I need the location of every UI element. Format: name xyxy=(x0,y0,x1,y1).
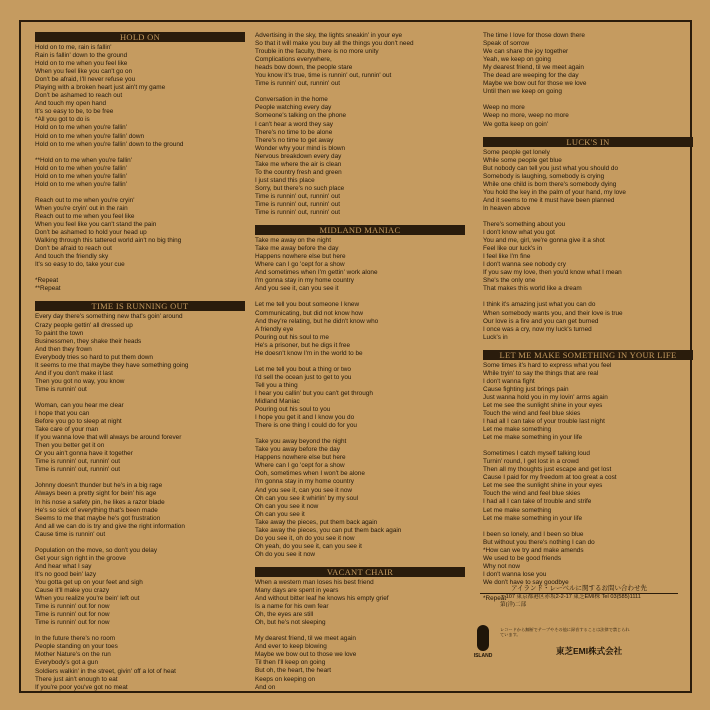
lyric-line: I'd sell the ocean just to get to you xyxy=(255,373,352,381)
lyric-line: And without bitter leaf he knows his empty grief xyxy=(255,595,389,603)
lyric-line: Time is runnin' out, runnin' out xyxy=(35,466,120,474)
lyric-line: Businessmen, they shake their heads xyxy=(35,337,142,345)
lyric-line: Conversation in the home xyxy=(255,96,328,104)
lyric-line: When you feel like you can't go on xyxy=(35,68,133,76)
lyric-line: Some people get lonely xyxy=(483,148,550,156)
lyric-line: We can share the joy together xyxy=(483,48,569,56)
lyric-line: While some people get blue xyxy=(483,156,562,164)
lyric-line: **Repeat xyxy=(35,285,61,293)
lyric-line: I don't wanna lose you xyxy=(483,570,547,578)
lyric-line: I had all I can take of trouble and strife xyxy=(483,498,592,506)
lyric-line: Maybe we bow out to those we love xyxy=(255,651,357,659)
lyric-line: Weep no more, weep no more xyxy=(483,112,569,120)
lyric-line: My dearest friend, til we meet again xyxy=(255,635,356,643)
lyric-line: But without you there's nothing I can do xyxy=(483,538,595,546)
lyric-line: Everybody's got a gun xyxy=(35,659,99,667)
lyric-line xyxy=(35,149,245,157)
lyric-line: To the country fresh and green xyxy=(255,168,342,176)
lyric-line: Oh can you see it xyxy=(255,510,305,518)
lyric-line: And hear what I say xyxy=(35,562,92,570)
lyric-line: Every day there's something new that's goin' around xyxy=(35,313,183,321)
lyric-line: Time is runnin' out, runnin' out xyxy=(255,200,340,208)
column-right xyxy=(483,32,693,603)
lyric-line: You know it's true, time is runnin' out, runnin' out xyxy=(255,72,392,80)
lyric-line: If you wanna love that will always be around forever xyxy=(35,434,182,442)
lyric-line: In his nose a safety pin, he likes a razor blade xyxy=(35,498,165,506)
lyric-line: **Hold on to me when you're fallin' xyxy=(35,156,132,164)
lyric-line: And it seems to me it must have been planned xyxy=(483,196,615,204)
lyrics-hold-on xyxy=(35,44,245,293)
lyric-line: And if you don't make it last xyxy=(35,369,113,377)
lyric-line: And touch the friendly sky xyxy=(35,253,109,261)
lyric-line: Take care of your man xyxy=(35,426,99,434)
lyric-line: I been so lonely, and I been so blue xyxy=(483,530,584,538)
lyric-line: When a western man loses his best friend xyxy=(255,578,374,586)
lyric-line: There's something about you xyxy=(483,220,566,228)
lyric-line: I had all I can take of your trouble last night xyxy=(483,418,605,426)
lyric-line: Til then I'll keep on going xyxy=(255,659,326,667)
lyric-line: Someone's talking on the phone xyxy=(255,112,347,120)
lyric-line: Oh can you see it whirlin' by my soul xyxy=(255,494,359,502)
lyric-line: Time is runnin' out, runnin' out xyxy=(255,80,340,88)
lyric-line: He doesn't know I'm in the world to be xyxy=(255,349,363,357)
lyric-line: If you saw my love, then you'd know what I mean xyxy=(483,269,622,277)
lyric-line xyxy=(483,523,693,531)
lyrics-time-is-running-out xyxy=(35,313,245,691)
lyric-line: She's the only one xyxy=(483,277,536,285)
lyric-line: Tell you a thing xyxy=(255,381,298,389)
lyric-line: Take me where the air is clean xyxy=(255,160,342,168)
lyric-line: Time is runnin' out for now xyxy=(35,611,110,619)
lyric-line: Hold on to me when you're fallin' xyxy=(35,180,127,188)
lyric-line: He's a prisoner, but he digs it free xyxy=(255,341,351,349)
lyric-line: Everybody tries so hard to put them down xyxy=(35,353,153,361)
lyric-line xyxy=(35,189,245,197)
address-line: 〒107 東京都港区赤坂2-2-17 東芝EMI株 Tel 03(585)1111 xyxy=(500,594,641,600)
lyric-line: Let me see the sunlight shine in your eyes xyxy=(483,401,603,409)
lyric-line: If you're poor you've got no meat xyxy=(35,683,128,691)
lyric-line: Rain is fallin' down to the ground xyxy=(35,52,128,60)
lyric-line xyxy=(255,358,465,366)
lyric-line: Take away the pieces, put them back again xyxy=(255,518,378,526)
lyric-line: I don't wanna fight xyxy=(483,377,535,385)
lyric-line: Reach out to me when you feel like xyxy=(35,212,135,220)
lyric-line: And ever to keep blowing xyxy=(255,643,327,651)
lyric-line: Some times it's hard to express what you feel xyxy=(483,361,612,369)
lyric-line: We gotta keep on goin' xyxy=(483,120,549,128)
lyric-line: I don't wanna see nobody cry xyxy=(483,261,566,269)
lyric-line: Don't be afraid to reach out xyxy=(35,245,112,253)
lyric-line: Hold on to me when you're fallin' down xyxy=(35,132,145,140)
lyric-line: And on xyxy=(255,683,276,691)
lyric-line: And all we can do is try and give the right information xyxy=(35,522,185,530)
lyrics-midland-maniac xyxy=(255,237,465,559)
lyric-line: Let me tell you bout someone I knew xyxy=(255,301,360,309)
lyric-line: Let me make something xyxy=(483,506,552,514)
lyric-line: When you're cryin' out in the rain xyxy=(35,204,128,212)
lyric-line: Take me away on the night xyxy=(255,237,332,245)
lyric-line: To paint the town xyxy=(35,329,84,337)
lyric-line: Hold on to me when you're fallin' xyxy=(35,172,127,180)
lyrics-lucks-in xyxy=(483,149,693,342)
lyric-line: Woman, can you hear me clear xyxy=(35,401,124,409)
lyric-line: Walking through this tattered world ain't no big thing xyxy=(35,237,182,245)
lyric-line: Hold on to me when you're fallin' down to the ground xyxy=(35,140,184,148)
lyric-line: Complications everywhere, xyxy=(255,56,332,64)
lyric-line: Hold on to me when you're fallin' xyxy=(35,124,127,132)
song-title-time-is-running-out: TIME IS RUNNING OUT xyxy=(35,301,245,311)
lyric-line: Cause I paid for my freedom at too great a cost xyxy=(483,474,617,482)
lyric-line: And you see it, can you see it now xyxy=(255,486,352,494)
lyric-line: You hold the key in the palm of your hand, my love xyxy=(483,188,626,196)
column-middle xyxy=(255,32,465,692)
lyric-line: Seems to me that maybe he's got frustration xyxy=(35,514,161,522)
lyric-line: Nervous breakdown every day xyxy=(255,152,342,160)
lyric-line: Get your sign right in the groove xyxy=(35,554,126,562)
lyric-line: Feel like our luck's in xyxy=(483,245,543,253)
lyric-line: Why not now xyxy=(483,562,520,570)
lyric-line: Just wanna hold you in my lovin' arms again xyxy=(483,393,608,401)
lyric-line: Happens nowhere else but here xyxy=(255,253,346,261)
lyric-line: In heaven above xyxy=(483,204,531,212)
lyric-line: Yeah, we keep on going xyxy=(483,56,551,64)
lyric-line: I'm gonna stay in my home country xyxy=(255,277,354,285)
lyric-line: Population on the move, so don't you delay xyxy=(35,546,158,554)
lyric-line: Turnin' round, I get lost in a crowd xyxy=(483,458,579,466)
lyric-line: Oh, the eyes are still xyxy=(255,611,314,619)
lyric-line: *How can we try and make amends xyxy=(483,546,584,554)
lyric-line: Reach out to me when you're cryin' xyxy=(35,196,135,204)
department-line: 第(洋)二部 xyxy=(500,601,527,608)
lyric-line: I feel like I'm fine xyxy=(483,253,531,261)
lyric-line: Time is runnin' out for now xyxy=(35,619,110,627)
lyric-line: Maybe we bow out for those we love xyxy=(483,80,587,88)
lyric-line: Where can I go 'cept for a show xyxy=(255,261,345,269)
lyric-line: While tryin' to say the things that are real xyxy=(483,369,599,377)
lyric-line: Hold on to me, rain is fallin' xyxy=(35,44,112,51)
lyric-line xyxy=(483,213,693,221)
lyric-line: Crazy people gettin' all dressed up xyxy=(35,321,133,329)
lyric-line: Before you go to sleep at night xyxy=(35,418,122,426)
lyric-line: Mother Nature's on the run xyxy=(35,651,111,659)
lyric-line: I hope you get it and I know you do xyxy=(255,414,355,422)
lyric-line: Take you away beyond the night xyxy=(255,438,347,446)
lyric-line: Oh do you see it now xyxy=(255,550,316,558)
lyric-line: Speak of sorrow xyxy=(483,40,530,48)
lyric-line: Sometimes I catch myself talking loud xyxy=(483,450,590,458)
lyric-line: There's no time to be alone xyxy=(255,128,333,136)
island-logo-icon xyxy=(477,625,489,651)
lyric-line: I once was a cry, now my luck's turned xyxy=(483,325,592,333)
lyric-line: heads bow down, the people stare xyxy=(255,64,353,72)
copyright-notice: レコードから無断でテープやその他に録音することは法律で禁じられています。 xyxy=(500,627,630,638)
lyric-line: And they're relating, but he didn't know who xyxy=(255,317,379,325)
lyric-line: Communicating, but did not know how xyxy=(255,309,363,317)
lyric-line: Cause it'll make you crazy xyxy=(35,587,110,595)
lyric-line: Cause time is runnin' out xyxy=(35,530,106,538)
lyric-line xyxy=(35,269,245,277)
lyric-line: That makes this world like a dream xyxy=(483,285,582,293)
lyric-line: Keeps on keeping on xyxy=(255,675,316,683)
lyric-line: *Repeat xyxy=(483,595,507,603)
lyric-line: I'm gonna stay in my home country xyxy=(255,478,354,486)
lyric-line: *All you got to do is xyxy=(35,116,90,124)
lyric-line: In the future there's no room xyxy=(35,635,116,643)
lyric-line: It's so easy to be, to be free xyxy=(35,108,114,116)
lyrics-vacant-chair xyxy=(255,579,465,692)
lyric-line: I think it's amazing just what you can do xyxy=(483,301,596,309)
lyric-line: It's so easy to do, take your cue xyxy=(35,261,125,269)
lyric-line: You gotta get up on your feet and sigh xyxy=(35,579,143,586)
lyric-line xyxy=(255,88,465,96)
lyric-line: And touch my open hand xyxy=(35,100,107,108)
lyric-line: Or you ain't gonna have it together xyxy=(35,450,133,458)
lyric-line xyxy=(255,627,465,635)
lyric-line: The dead are weeping for the day xyxy=(483,72,579,80)
lyrics-time-is-running-out-cont xyxy=(255,32,465,217)
lyric-line: Take me away before the day xyxy=(255,245,339,253)
lyric-line: But nobody can tell you just what you should do xyxy=(483,164,619,172)
lyric-line: Pouring out his soul to me xyxy=(255,333,329,341)
lyric-line: My dearest friend, til we meet again xyxy=(483,64,584,72)
lyric-line: Don't be ashamed to reach out xyxy=(35,92,123,100)
lyric-line: There is one thing I could do for you xyxy=(255,422,357,430)
lyric-line: Let me make something in your life xyxy=(483,514,583,522)
lyric-line: Hold on to me when you feel like xyxy=(35,60,128,68)
lyric-line: Time is runnin' out xyxy=(35,385,87,393)
lyric-line: Our love is a fire and you can get burned xyxy=(483,317,599,325)
song-title-lucks-in: LUCK'S IN xyxy=(483,137,693,147)
lyric-line: People watching every day xyxy=(255,104,332,112)
lyric-line: I hope that you can xyxy=(35,410,90,418)
lyric-line: Trouble in the faculty, there is no more unity xyxy=(255,48,379,56)
lyric-line xyxy=(255,430,465,438)
lyrics-vacant-chair-cont xyxy=(483,32,693,129)
lyric-line: Until then we keep on going xyxy=(483,88,562,96)
lyric-line: Time is runnin' out, runnin' out xyxy=(255,192,340,200)
inquiry-header: アイランド・レーベルに関するお問い合わせ先 xyxy=(480,583,678,594)
lyric-line: Take away the pieces, you can put them back again xyxy=(255,526,402,534)
lyric-line: Time is runnin' out for now xyxy=(35,603,110,611)
lyric-line: Oh can you see it now xyxy=(255,502,319,510)
lyric-line: *Repeat xyxy=(35,277,59,285)
lyric-line xyxy=(483,442,693,450)
lyric-line: Don't be ashamed to hold your head up xyxy=(35,229,147,237)
lyric-line: So that it will make you buy all the things you don't need xyxy=(255,40,414,48)
lyric-line: Let me make something in your life xyxy=(483,434,583,442)
lyric-line: Weep no more xyxy=(483,104,525,112)
lyric-line: Sorry, but there's no such place xyxy=(255,184,345,192)
lyric-line: It seems to me that maybe they have something going xyxy=(35,361,189,369)
island-logo-text: ISLAND xyxy=(473,653,493,659)
lyric-line: Do you see it, oh do you see it now xyxy=(255,534,355,542)
lyric-line: I hear you callin' but you can't get through xyxy=(255,389,373,397)
lyric-line: Then you better get it on xyxy=(35,442,105,450)
lyric-line: Pouring out his soul to you xyxy=(255,406,331,414)
lyric-line: Ooh, sometimes when I won't be alone xyxy=(255,470,365,478)
lyric-line: Advertising in the sky, the lights sneakin' in your eye xyxy=(255,32,403,39)
label-footer xyxy=(460,583,686,683)
lyric-line: Oh, but he's not sleeping xyxy=(255,619,326,627)
lyric-line xyxy=(35,627,245,635)
lyric-line: Where can I go 'cept for a show xyxy=(255,462,345,470)
lyric-line xyxy=(35,394,245,402)
lyric-line: Hold on to me when you're fallin' xyxy=(35,164,127,172)
lyric-line: Soldiers walkin' in the street, givin' off a lot of heat xyxy=(35,667,176,675)
lyric-line: There just ain't enough to eat xyxy=(35,675,118,683)
lyric-line: But oh, the heart, the heart xyxy=(255,667,332,675)
lyric-line: Midland Maniac xyxy=(255,398,300,406)
song-title-hold-on: HOLD ON xyxy=(35,32,245,42)
lyric-line xyxy=(35,474,245,482)
lyric-line: Then you got no way, you know xyxy=(35,377,125,385)
lyric-line: Don't be afraid, I'll never refuse you xyxy=(35,76,136,84)
lyric-line: And then they frown xyxy=(35,345,92,353)
lyric-line: When you realize you're bein' left out xyxy=(35,595,140,603)
lyric-line: Is a name for his own fear xyxy=(255,603,329,611)
lyric-line: Let me see the sunlight shine in your eyes xyxy=(483,482,603,490)
company-name: 東芝EMI株式会社 xyxy=(556,646,623,656)
lyric-line: When somebody wants you, and their love is true xyxy=(483,309,623,317)
lyric-line: A friendly eye xyxy=(255,325,294,333)
column-left xyxy=(35,32,245,692)
lyric-line: Take you away before the day xyxy=(255,446,340,454)
lyric-line: There's no time to get away xyxy=(255,136,334,144)
lyric-line: I just stand this place xyxy=(255,176,315,184)
lyric-line xyxy=(483,293,693,301)
lyric-line: When you feel like you can't stand the pain xyxy=(35,221,157,229)
lyric-line: Luck's in xyxy=(483,333,508,341)
lyric-line: Somebody is laughing, somebody is crying xyxy=(483,172,605,180)
lyric-line: Wonder why your mind is blown xyxy=(255,144,346,152)
lyric-line: Oh yeah, do you see it, can you see it xyxy=(255,542,362,550)
lyric-line: Many days are spent in years xyxy=(255,587,339,594)
lyric-line: Time is runnin' out, runnin' out xyxy=(255,209,340,217)
lyric-line xyxy=(483,96,693,104)
lyric-line: People standing on your toes xyxy=(35,643,118,651)
lyric-line: The time I love for those down there xyxy=(483,32,585,39)
lyric-line: I can't hear a word they say xyxy=(255,120,333,128)
lyric-line: Touch the wind and feel blue skies xyxy=(483,490,581,498)
island-logo xyxy=(472,625,494,663)
lyric-line: He's so sick of everything that's been made xyxy=(35,506,158,514)
lyric-line: Johnny doesn't thunder but he's in a big rage xyxy=(35,482,163,490)
lyric-line: While one child is born there's somebody dying xyxy=(483,180,617,188)
lyric-line: Playing with a broken heart just ain't my game xyxy=(35,84,166,92)
lyric-line: Then all my thoughts just escape and get lost xyxy=(483,466,612,474)
lyric-line: Happens nowhere else but here xyxy=(255,454,346,462)
lyric-line: Let me tell you bout a thing or two xyxy=(255,365,351,373)
song-title-midland-maniac: MIDLAND MANIAC xyxy=(255,225,465,235)
lyric-line xyxy=(255,293,465,301)
lyric-line: Cause fighting just brings pain xyxy=(483,385,569,393)
lyric-line: You and me, girl, we're gonna give it a shot xyxy=(483,237,605,245)
lyric-line: I don't know what you got xyxy=(483,229,555,237)
lyrics-let-me-make-something xyxy=(483,362,693,603)
lyric-line: We used to be good friends xyxy=(483,554,562,562)
lyric-line: It's no good bein' lazy xyxy=(35,570,97,578)
lyric-line: Time is runnin' out, runnin' out xyxy=(35,458,120,466)
lyric-line: We don't have to say goodbye xyxy=(483,578,569,586)
lyric-line: And you see it, can you see it xyxy=(255,285,339,293)
lyric-line: Let me make something xyxy=(483,426,552,434)
lyric-line: Touch the wind and feel blue skies xyxy=(483,409,581,417)
lyric-line: And sometimes when I'm gettin' work alone xyxy=(255,269,378,277)
lyric-line: Always been a pretty sight for bein' his age xyxy=(35,490,157,498)
lyric-line xyxy=(35,539,245,547)
song-title-vacant-chair: VACANT CHAIR xyxy=(255,567,465,577)
song-title-let-me-make-something: LET ME MAKE SOMETHING IN YOUR LIFE xyxy=(483,350,693,360)
